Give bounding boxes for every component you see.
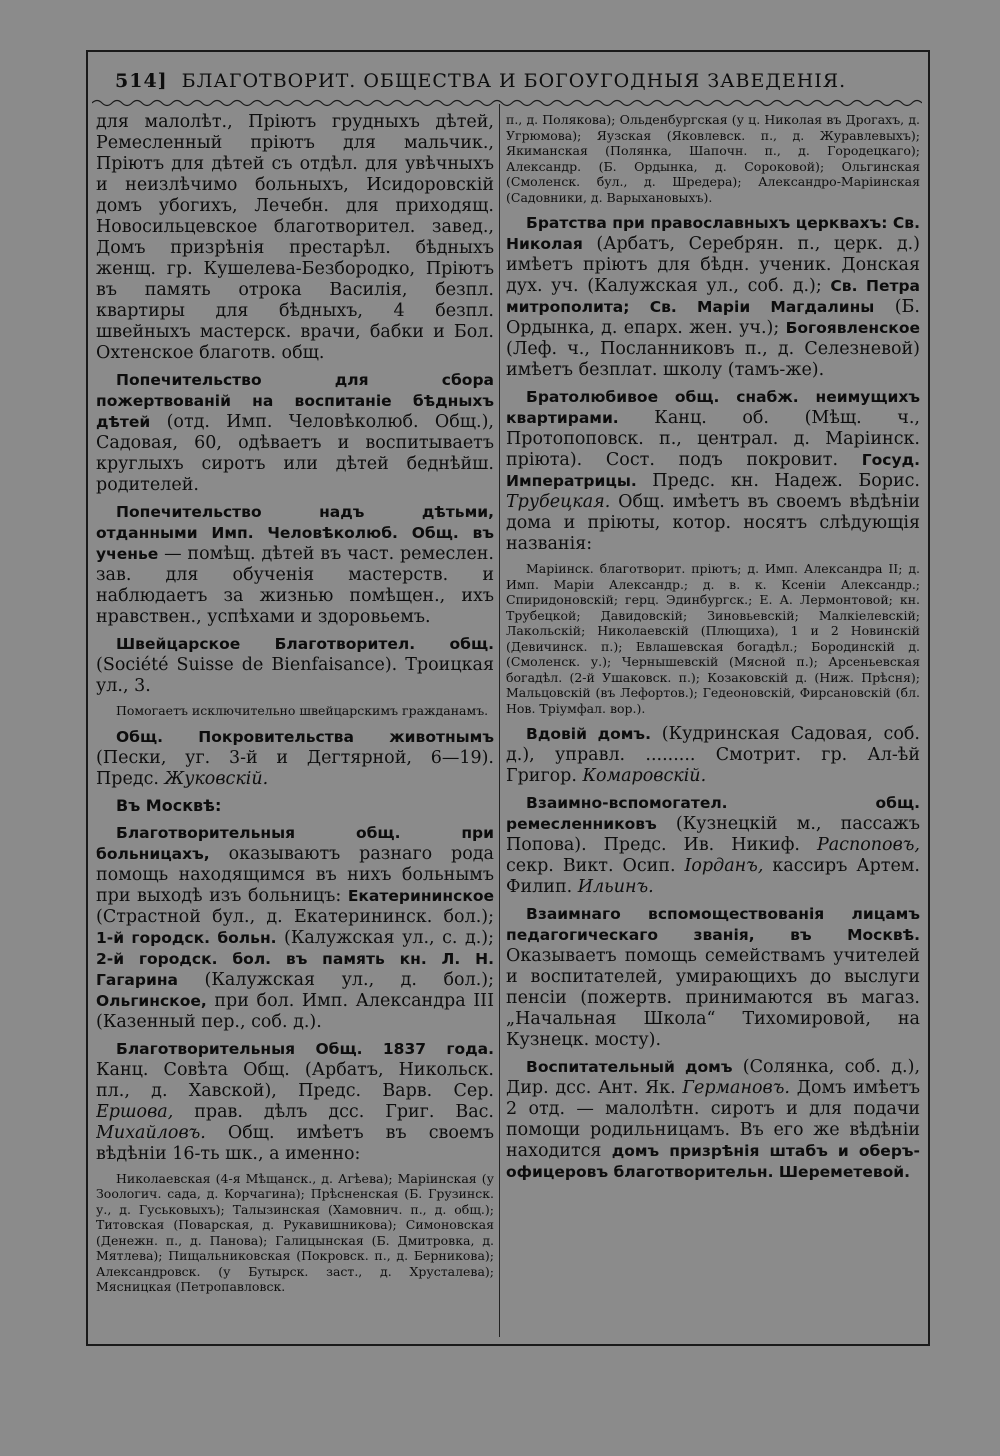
note-swiss: Помогаетъ исключительно швейцарскимъ гражданамъ. xyxy=(116,703,489,718)
wavy-rule xyxy=(92,98,922,108)
paragraph-brotherhoods: Братства при православныхъ церквахъ: Св. Николая (Арбатъ, Серебрян. п., церк. д.) имѣетъ пріютъ для бѣдн. ученик. Донская дух. уч. (Калужская ул., соб. д.); Св. Петра митрополита; Св. Маріи Магдалины (Б. Ордынка, д. епарх. жен. уч.); Богоявленское (Леф. ч., Посланниковъ п., д. Селезневой) имѣетъ безплат. школу (тамъ-же). xyxy=(506,214,920,380)
paragraph-pedagogical-aid: Взаимнаго вспомоществованія лицамъ педагогическаго званія, въ Москвѣ. Оказываетъ помощь семействамъ учителей и воспитателей, умирающихъ до выслуги пенсіи (пожертв. принимаются въ магаз. „Начальная Школа“ Тихомировой, на Кузнецк. мосту). xyxy=(506,905,920,1050)
running-header xyxy=(115,70,915,92)
paragraph-trusteeship-children: Попечительство надъ дѣтьми, отданными Имп. Человѣколюб. Общ. въ ученье — помѣщ. дѣтей въ част. ремеслен. зав. для обученія мастерств. и наблюдаетъ за жизнью помѣщен., ихъ нравствен., успѣхами и здоровьемъ. xyxy=(96,503,494,627)
paragraph-foundling-home: Воспитательный домъ (Солянка, соб. д.), Дир. дсс. Ант. Як. Германовъ. Домъ имѣетъ 2 отд. — малолѣтн. сиротъ и для подачи помощи родильницамъ. Въ его же вѣдѣніи находится домъ призрѣнія штабъ и оберъ-офицеровъ благотворительн. Шереметевой. xyxy=(506,1057,920,1181)
paragraph-bratolyubivoe: Братолюбивое общ. снабж. неимущихъ квартирами. Канц. об. (Мѣщ. ч., Протопоповск. п., централ. д. Маріинск. пріюта). Сост. подъ покровит. Госуд. Императрицы. Предс. кн. Надеж. Борис. Трубецкая. Общ. имѣетъ въ своемъ вѣдѣніи дома и пріюты, котор. носятъ слѣдующія названія: xyxy=(506,388,920,554)
paragraph-swiss-society: Швейцарское Благотворител. общ. (Société Suisse de Bienfaisance). Троицкая ул., 3. xyxy=(96,635,494,696)
paragraph-animal-protection: Общ. Покровительства животнымъ (Пески, уг. 3-й и Дегтярной, 6—19). Предс. Жуковскій. xyxy=(96,727,494,789)
paragraph-craftsmen-society: Взаимно-вспомогател. общ. ремесленниковъ (Кузнецкій м., пассажъ Попова). Предс. Ив. Никиф. Распоповъ, секр. Викт. Осип. Іорданъ, кассиръ Артем. Филип. Ильинъ. xyxy=(506,794,920,897)
list-schools-continued: п., д. Полякова); Ольденбургская (у ц. Николая въ Дрогахъ, д. Угрюмова); Яузская (Яковлевск. п., д. Журавлевыхъ); Якиманская (Полянка, Шапочн. п., д. Городецкаго); Александр. (Б. Ордынка, д. Сороковой); Ольгинская (Смоленск. бул., д. Шредера); Александро-Маріинская (Садовники, д. Варыхановыхъ). xyxy=(506,112,920,205)
section-heading-moscow: Въ Москвѣ: xyxy=(116,795,222,815)
list-schools: Николаевская (4-я Мѣщанск., д. Агѣева); Маріинская (у Зоологич. сада, д. Корчагина); Прѣсненская (Б. Грузинск. у., д. Гуськовыхъ); Талызинская (Хамовнич. п., д. общ.); Титовская (Поварская, д. Рукавишникова); Симоновская (Денежн. п., д. Панова); Галицынская (Б. Дмитровка, д. Мятлева); Пищальниковская (Покровск. п., д. Берникова); Александровск. (у Бутырск. заст., д. Хрусталева); Мясницкая (Петропавловск. xyxy=(96,1170,494,1294)
right-column xyxy=(506,112,920,1337)
paragraph-widows-house: Вдовій домъ. (Кудринская Садовая, соб. д.), управл. ......... Смотрит. гр. Ал-ѣй Григор. Комаровскій. xyxy=(506,724,920,786)
list-houses: Маріинск. благотворит. пріютъ; д. Имп. Александра II; д. Имп. Маріи Александр.; д. в. к. Ксеніи Александр.; Спиридоновскій; герц. Эдинбургск.; Е. А. Лермонтовой; кн. Трубецкой; Давидовскій; Зиновьевскій; Малкіелевскій; Лакольскій; Николаевскій (Плющиха), 1 и 2 Новинскій (Девичинск. п.); Евлашевская богадѣл.; Бородинскій д. (Смоленск. у.); Чернышевскій (Мясной п.); Арсеньевская богадѣл. (2-й Ушаковск. п.); Козаковскій д. (Ниж. Прѣсня); Мальцовскій (въ Лефортов.); Гедеоновскій, Фирсановскій (бл. Нов. Тріумфал. вор.). xyxy=(506,561,920,716)
paragraph-society-1837: Благотворительныя Общ. 1837 года. Канц. Совѣта Общ. (Арбатъ, Никольск. пл., д. Хавской), Предс. Варв. Сер. Ершова, прав. дѣлъ дсс. Григ. Вас. Михайловъ. Общ. имѣетъ въ своемъ вѣдѣніи 16-ть шк., а именно: xyxy=(96,1039,494,1164)
paragraph-hospital-societies: Благотворительныя общ. при больницахъ, оказываютъ разнаго рода помощь находящимся въ нихъ больнымъ при выходѣ изъ больницъ: Екатерининское (Страстной бул., д. Екатерининск. бол.); 1-й городск. больн. (Калужская ул., с. д.); 2-й городск. бол. въ память кн. Л. Н. Гагарина (Калужская ул., д. бол.); Ольгинское, при бол. Имп. Александра III (Казенный пер., соб. д.). xyxy=(96,823,494,1032)
paragraph-trusteeship-donations: Попечительство для сбора пожертвованій на воспитаніе бѣдныхъ дѣтей (отд. Имп. Человѣколюб. Общ.), Садовая, 60, одѣваетъ и воспитываетъ круглыхъ сиротъ или дѣтей беднѣйш. родителей. xyxy=(96,371,494,495)
page-number: 514] xyxy=(115,70,168,92)
column-divider xyxy=(499,104,500,1337)
left-column xyxy=(96,112,494,1337)
page-title: БЛАГОТВОРИТ. ОБЩЕСТВА И БОГОУГОДНЫЯ ЗАВЕДЕНІЯ. xyxy=(181,70,847,92)
paragraph-orphanages: для малолѣт., Пріютъ грудныхъ дѣтей, Ремесленный пріютъ для мальчик., Пріютъ для дѣтей съ отдѣл. для увѣчныхъ и неизлѣчимо больныхъ, Исидоровскій домъ убогихъ, Лечебн. для приходящ. Новосильцевское благотворител. завед., Домъ призрѣнія престарѣл. бѣдныхъ женщ. гр. Кушелева-Безбородко, Пріютъ въ память отрока Василія, безпл. квартиры для бѣдныхъ, 4 безпл. швейныхъ мастерск. врачи, бабки и Бол. Охтенское благотв. общ. xyxy=(96,112,494,363)
